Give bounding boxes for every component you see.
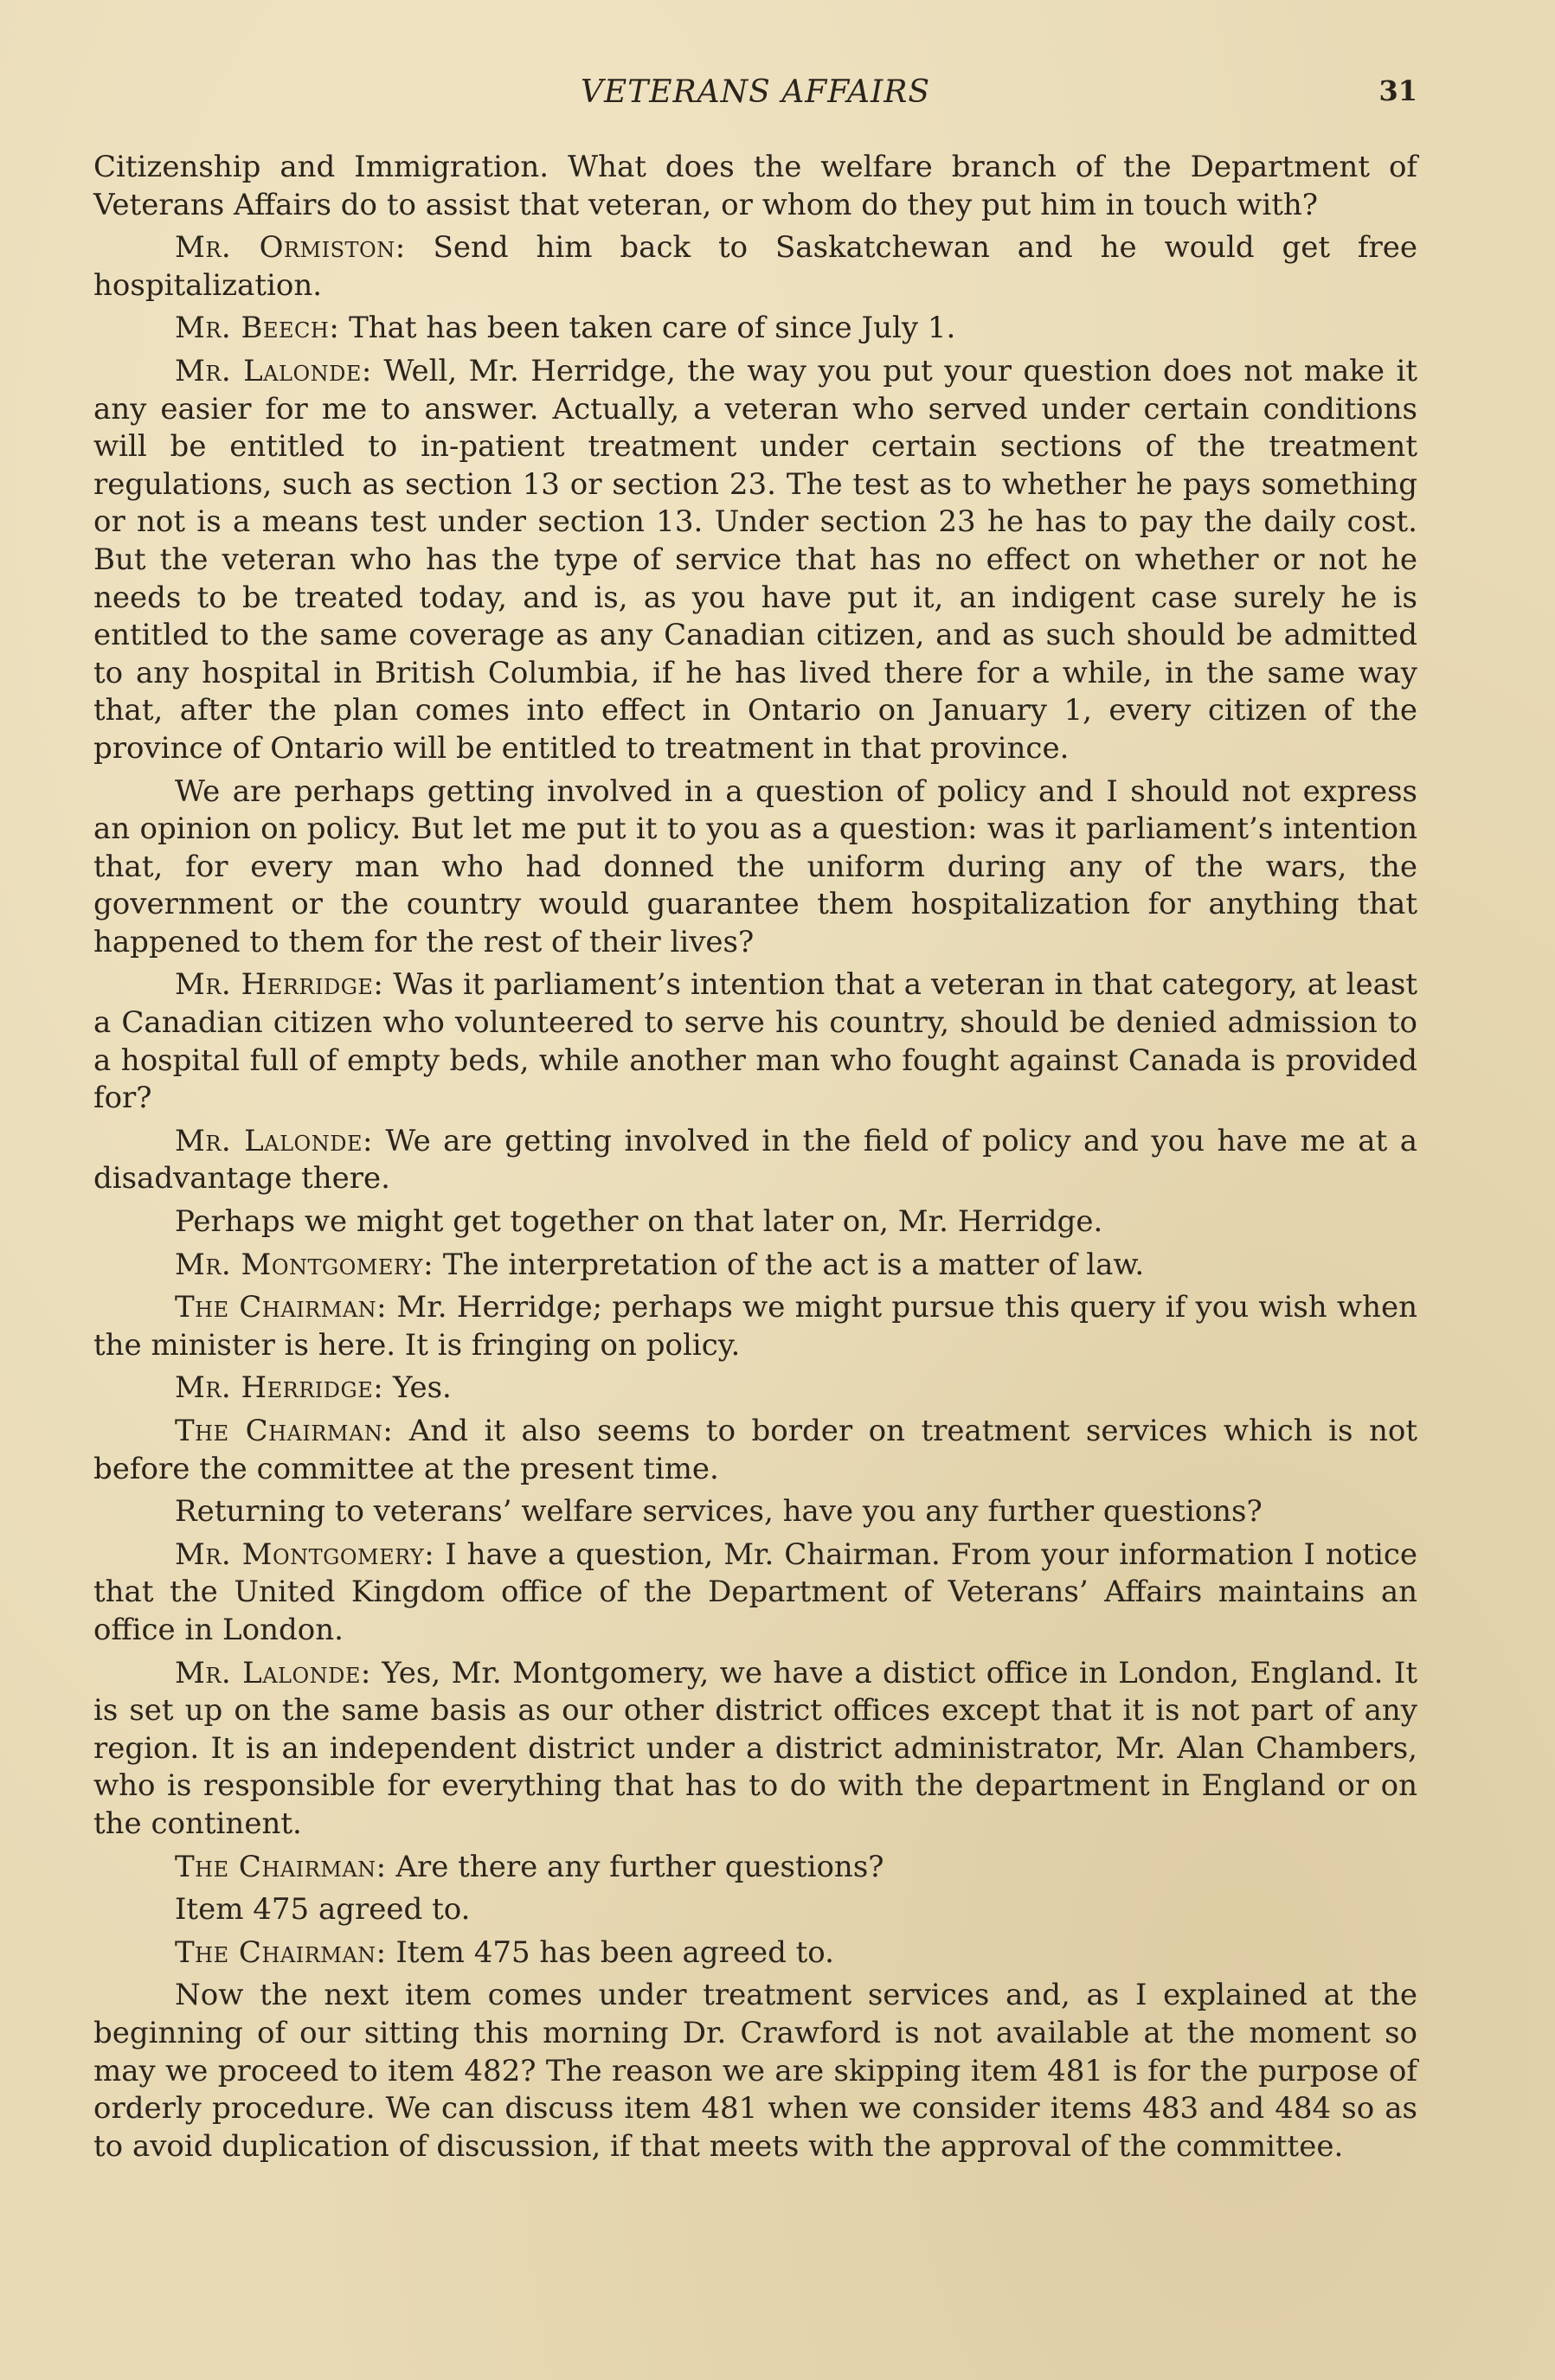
transcript-paragraph <box>93 1247 1417 1285</box>
paragraph-text: Yes. <box>383 1370 452 1406</box>
running-title: VETERANS AFFAIRS <box>580 74 931 110</box>
transcript-paragraph <box>93 1203 1417 1241</box>
speaker-name: The Chairman: <box>175 1849 387 1884</box>
speaker-name: Mr. Montgomery: <box>175 1247 434 1282</box>
transcript-paragraph <box>93 773 1417 962</box>
speaker-name: Mr. Herridge: <box>175 1370 384 1406</box>
transcript-paragraph <box>93 1289 1417 1364</box>
speaker-name: The Chairman: <box>175 1934 387 1970</box>
paragraph-text: Perhaps we might get together on that later on, Mr. Herridge. <box>175 1204 1103 1240</box>
transcript-paragraph <box>93 1493 1417 1531</box>
transcript-paragraph <box>93 229 1417 305</box>
transcript-paragraph <box>93 1370 1417 1408</box>
speaker-name: Mr. Montgomery: <box>175 1536 435 1572</box>
transcript-paragraph <box>93 1655 1417 1844</box>
paragraph-text: I have a question, Mr. Chairman. From your information I notice that the United Kingdom office of the Department of Veterans’ Affairs maintains an office in London. <box>93 1536 1418 1647</box>
paragraph-text: That has been taken care of since July 1. <box>339 311 956 346</box>
paragraph-text: Now the next item comes under treatment services and, as I explained at the beginning of our sitting this morning Dr. Crawford is not available at the moment so may we proceed to item 482? The reason we are skipping item 481 is for the purpose of orderly procedure. We can discuss item 481 when we consider items 483 and 484 so as to avoid duplication of discussion, if that meets with the approval of the committee. <box>93 1978 1417 2164</box>
transcript-paragraph <box>93 1413 1417 1488</box>
transcript-paragraph <box>93 353 1417 768</box>
paragraph-text: The interpretation of the act is a matter of law. <box>434 1247 1145 1282</box>
transcript-paragraph <box>93 1123 1417 1198</box>
paragraph-text: Are there any further questions? <box>386 1849 884 1884</box>
paragraph-text: Returning to veterans’ welfare services, have you any further questions? <box>175 1494 1263 1530</box>
paragraph-text: Was it parliament’s intention that a veteran in that category, at least a Canadian citizen who volunteered to serve his country, should be denied admission to a hospital full of empty beds, while another man who fought against Canada is provided for? <box>93 967 1417 1116</box>
transcript-paragraph <box>93 1536 1417 1650</box>
speaker-name: Mr. Lalonde: <box>175 353 372 388</box>
speaker-name: Mr. Lalonde: <box>175 1655 371 1690</box>
transcript-paragraph <box>93 1977 1417 2165</box>
transcript-paragraph <box>93 1934 1417 1973</box>
paragraph-text: Citizenship and Immigration. What does the welfare branch of the Department of Veterans Affairs do to assist that veteran, or whom do they put him in touch with? <box>93 150 1417 222</box>
speaker-name: Mr. Ormiston: <box>175 230 406 266</box>
paragraph-text: Item 475 agreed to. <box>175 1892 471 1928</box>
speaker-name: Mr. Herridge: <box>175 967 384 1003</box>
paragraph-text: Send him back to Saskatchewan and he would get free hospitalization. <box>93 230 1418 303</box>
transcript-paragraph <box>93 149 1417 224</box>
paragraph-text: Mr. Herridge; perhaps we might pursue this query if you wish when the minister is here. It is fringing on policy. <box>93 1290 1418 1363</box>
paragraph-text: We are getting involved in the field of policy and you have me at a disadvantage there. <box>93 1123 1417 1196</box>
paragraph-text: Item 475 has been agreed to. <box>386 1934 834 1970</box>
speaker-name: Mr. Beech: <box>175 311 340 346</box>
transcript-paragraph <box>93 966 1417 1117</box>
running-head <box>93 74 1417 118</box>
paragraph-text: Well, Mr. Herridge, the way you put your question does not make it any easier for me to answer. Actually, a veteran who served under certain conditions will be entitled to in-patient treatment under certain sections of the treatment regulations, such as section 13 or section 23. The test as to whether he pays something or not is a means test under section 13. Under section 23 he has to pay the daily cost. But the veteran who has the type of service that has no effect on whether or not he needs to be treated today, and is, as you have put it, an indigent case surely he is entitled to the same coverage as any Canadian citizen, and as such should be admitted to any hospital in British Columbia, if he has lived there for a while, in the same way that, after the plan comes into effect in Ontario on January 1, every citizen of the province of Ontario will be entitled to treatment in that province. <box>93 353 1417 766</box>
paragraph-text: And it also seems to border on treatment services which is not before the committee at the present time. <box>93 1414 1418 1486</box>
speaker-name: The Chairman: <box>175 1290 388 1325</box>
transcript-paragraph <box>93 1849 1417 1887</box>
transcript-paragraph <box>93 1891 1417 1929</box>
speaker-name: Mr. Lalonde: <box>175 1123 373 1158</box>
paragraph-text: Yes, Mr. Montgomery, we have a distict office in London, England. It is set up on the same basis as our other district offices except that it is not part of any region. It is an independent district under a district administrator, Mr. Alan Chambers, who is responsible for everything that has to do with the department in England or on the continent. <box>93 1655 1417 1841</box>
speaker-name: The Chairman: <box>175 1414 394 1448</box>
paragraph-text: We are perhaps getting involved in a question of policy and I should not express an opinion on policy. But let me put it to you as a question: was it parliament’s intention that, for every man who had donned the uniform during any of the wars, the government or the country would guarantee them hospitalization for anything that happened to them for the rest of their lives? <box>93 773 1417 959</box>
transcript-paragraph <box>93 310 1417 348</box>
transcript-body <box>93 149 1417 2171</box>
page-number: 31 <box>1378 74 1417 107</box>
